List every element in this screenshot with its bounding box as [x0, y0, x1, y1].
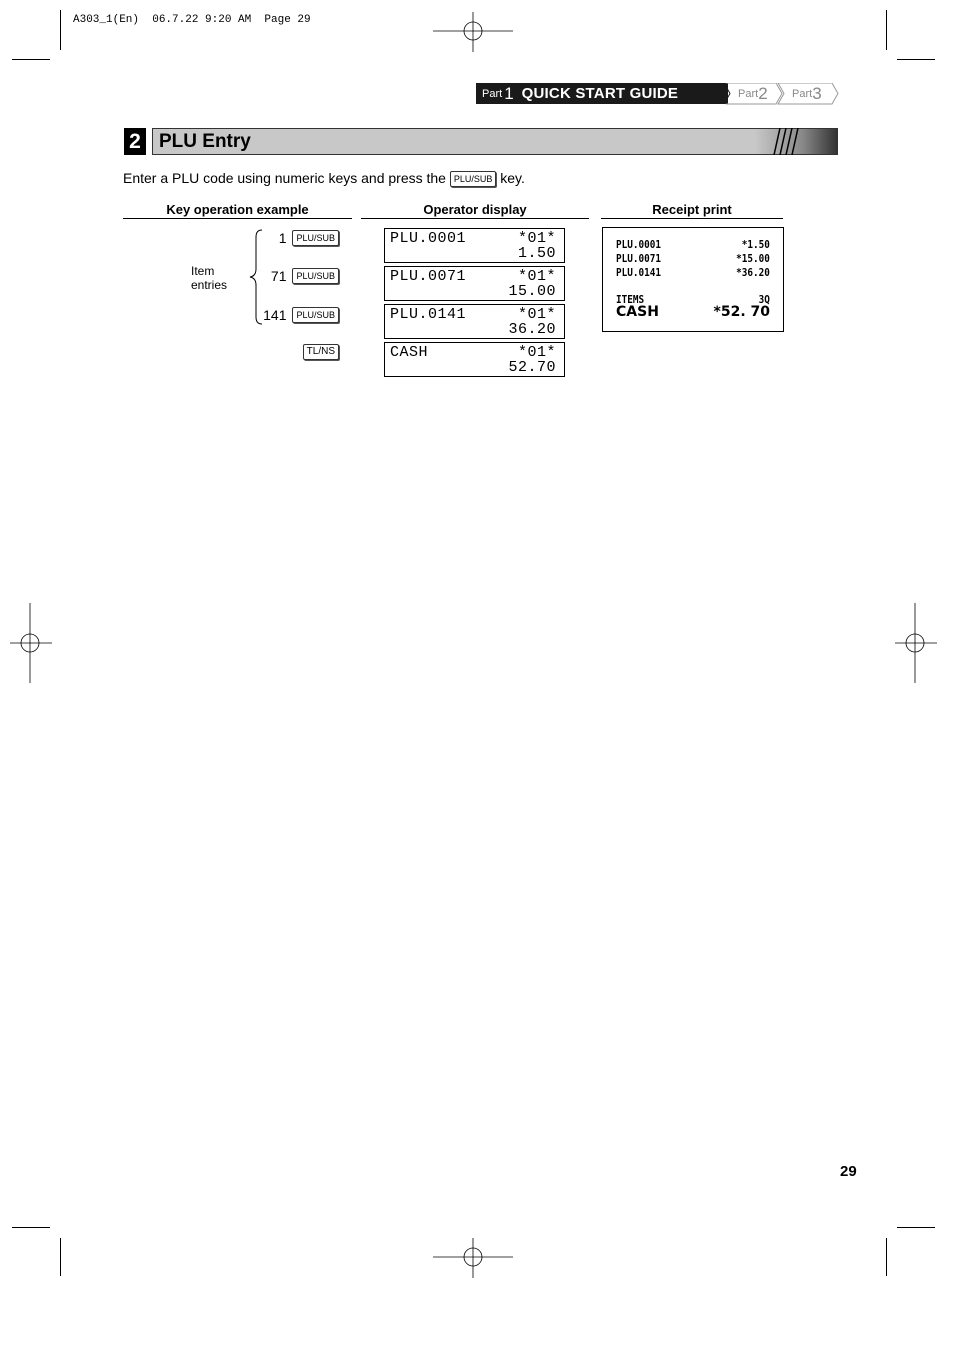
part1-word: Part	[482, 87, 503, 100]
operator-display-1	[384, 228, 565, 263]
key-row-3-value: 141	[263, 307, 287, 323]
item-entries-label	[191, 264, 227, 292]
display-1-left: PLU.0001	[390, 230, 467, 247]
receipt-line-3	[616, 266, 770, 279]
item-entries-label-line1: Item	[191, 264, 215, 278]
registration-mark-left	[10, 603, 52, 683]
plu-sub-key-icon: PLU/SUB	[292, 307, 339, 323]
plu-sub-key-icon: PLU/SUB	[292, 268, 339, 284]
section-title: PLU Entry	[159, 131, 251, 152]
crop-mark-top-left-h	[12, 59, 50, 60]
display-3-left: PLU.0141	[390, 306, 467, 323]
operator-display-3	[384, 304, 565, 339]
display-1-amount: 1.50	[517, 245, 556, 262]
receipt-cash-value: *52. 70	[713, 304, 770, 320]
brace-icon	[248, 229, 264, 325]
key-operation-heading: Key operation example	[123, 202, 352, 219]
crop-mark-top-left-v	[60, 10, 61, 50]
intro-after: key.	[500, 170, 525, 186]
crop-mark-top-right-h	[897, 59, 935, 60]
part3-word: Part	[792, 87, 813, 100]
part2-number: 2	[758, 83, 768, 103]
registration-mark-top	[433, 12, 513, 52]
operator-display-heading: Operator display	[361, 202, 589, 219]
part2-word: Part	[738, 87, 759, 100]
key-row-2	[271, 268, 339, 284]
display-2-left: PLU.0071	[390, 268, 467, 285]
crop-mark-bottom-right-v	[886, 1238, 887, 1276]
part2-tab	[738, 83, 768, 104]
plu-sub-key-icon: PLU/SUB	[292, 230, 339, 246]
section-bar-stripes	[772, 128, 802, 155]
display-3-amount: 36.20	[508, 321, 556, 338]
display-3-right: *01*	[517, 306, 556, 323]
receipt-line-1-label: PLU.0001	[616, 238, 662, 251]
part1-title: QUICK START GUIDE	[521, 85, 679, 102]
receipt-print	[602, 227, 784, 332]
crop-mark-top-right-v	[886, 10, 887, 50]
receipt-line-1-value: *1.50	[741, 238, 770, 251]
part1-number: 1	[504, 83, 514, 103]
display-1-right: *01*	[517, 230, 556, 247]
crop-mark-bottom-left-v	[60, 1238, 61, 1276]
intro-text	[123, 170, 525, 187]
plu-sub-key-icon: PLU/SUB	[450, 171, 497, 187]
receipt-items-label: ITEMS	[616, 293, 645, 306]
page-number: 29	[840, 1163, 857, 1180]
operator-display-4	[384, 342, 565, 377]
registration-mark-bottom	[433, 1238, 513, 1278]
item-entries-label-line2: entries	[191, 278, 228, 292]
receipt-line-3-label: PLU.0141	[616, 266, 662, 279]
crop-mark-bottom-left-h	[12, 1227, 50, 1228]
receipt-line-1	[616, 238, 770, 251]
key-row-total	[303, 344, 339, 360]
print-header: A303_1(En) 06.7.22 9:20 AM Page 29	[73, 14, 311, 26]
tl-ns-key-icon: TL/NS	[303, 344, 339, 360]
display-4-amount: 52.70	[508, 359, 556, 376]
receipt-cash-label: CASH	[616, 304, 659, 320]
receipt-line-2	[616, 252, 770, 265]
registration-mark-right	[895, 603, 937, 683]
display-4-right: *01*	[517, 344, 556, 361]
receipt-print-heading: Receipt print	[601, 202, 783, 219]
operator-display-2	[384, 266, 565, 301]
intro-before: Enter a PLU code using numeric keys and press the	[123, 170, 446, 186]
display-4-left: CASH	[390, 344, 429, 361]
section-bar	[152, 128, 838, 155]
crop-mark-bottom-right-h	[897, 1227, 935, 1228]
display-2-amount: 15.00	[508, 283, 556, 300]
part3-number: 3	[812, 83, 822, 103]
receipt-line-2-label: PLU.0071	[616, 252, 662, 265]
display-2-right: *01*	[517, 268, 556, 285]
receipt-line-2-value: *15.00	[736, 252, 770, 265]
section-number: 2	[124, 128, 146, 155]
key-row-3	[263, 307, 339, 323]
receipt-line-3-value: *36.20	[736, 266, 770, 279]
part1-tab	[476, 83, 728, 104]
part3-tab	[792, 83, 822, 104]
key-row-1	[279, 230, 339, 246]
key-row-2-value: 71	[270, 268, 287, 284]
key-row-1-value: 1	[278, 230, 287, 246]
receipt-cash-line	[616, 305, 770, 320]
receipt-items-value: 3Q	[758, 293, 770, 306]
